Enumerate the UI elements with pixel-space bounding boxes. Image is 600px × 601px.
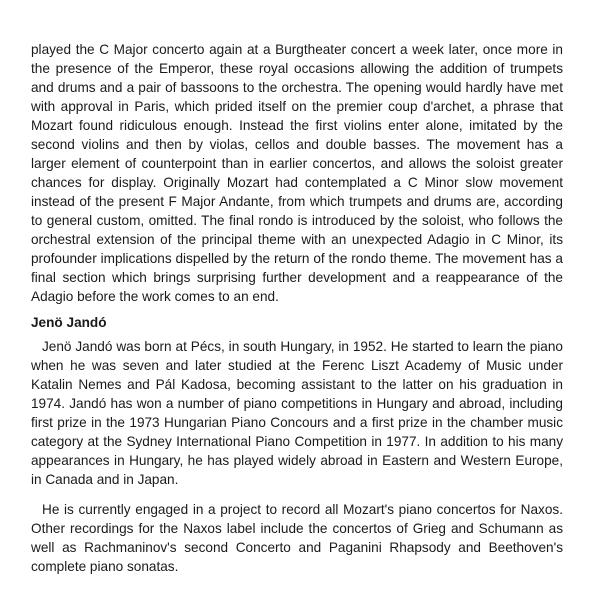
section-heading: Jenö Jandó (31, 315, 107, 330)
biography-paragraph: Jenö Jandó was born at Pécs, in south Hungary, in 1952. He started to learn the piano when he was seven and later studied at the Ferenc Liszt Academy of Music under Katalin Nemes and Pál Kadosa, becoming assistant to the latter on his graduation in 1974. Jandó has won a number of piano competitions in Hungary and abroad, including first prize in the 1973 Hungarian Piano Concours and a first prize in the chamber music category at the Sydney International Piano Competition in 1977. In addition to his many appearances in Hungary, he has played widely abroad in Eastern and Western Europe, in Canada and in Japan. (31, 339, 563, 487)
booklet-page (31, 40, 563, 576)
recordings-paragraph: He is currently engaged in a project to record all Mozart's piano concertos for Naxos. Other recordings for the Naxos label include the concertos of Grieg and Schumann as well as Rachmaninov's second Concerto and Paganini Rhapsody and Beethoven's complete piano sonatas. (31, 502, 563, 574)
concerto-paragraph: played the C Major concerto again at a Burgtheater concert a week later, once more in the presence of the Emperor, these royal occasions allowing the addition of trumpets and drums and a pair of bassoons to the orchestra. The opening would hardly have met with approval in Paris, which prided itself on the premier coup d'archet, a phrase that Mozart found ridiculous enough. Instead the first violins enter alone, imitated by the second violins and then by violas, cellos and double basses. The movement has a larger element of counterpoint than in earlier concertos, and allows the soloist greater chances for display. Originally Mozart had contemplated a C Minor slow movement instead of the present F Major Andante, from which trumpets and drums are, according to general custom, omitted. The final rondo is introduced by the soloist, who follows the orchestral extension of the principal theme with an unexpected Adagio in C Minor, its profounder implications dispelled by the return of the rondo theme. The movement has a final section which brings surprising further development and a reappearance of the Adagio before the work comes to an end. (31, 42, 563, 304)
